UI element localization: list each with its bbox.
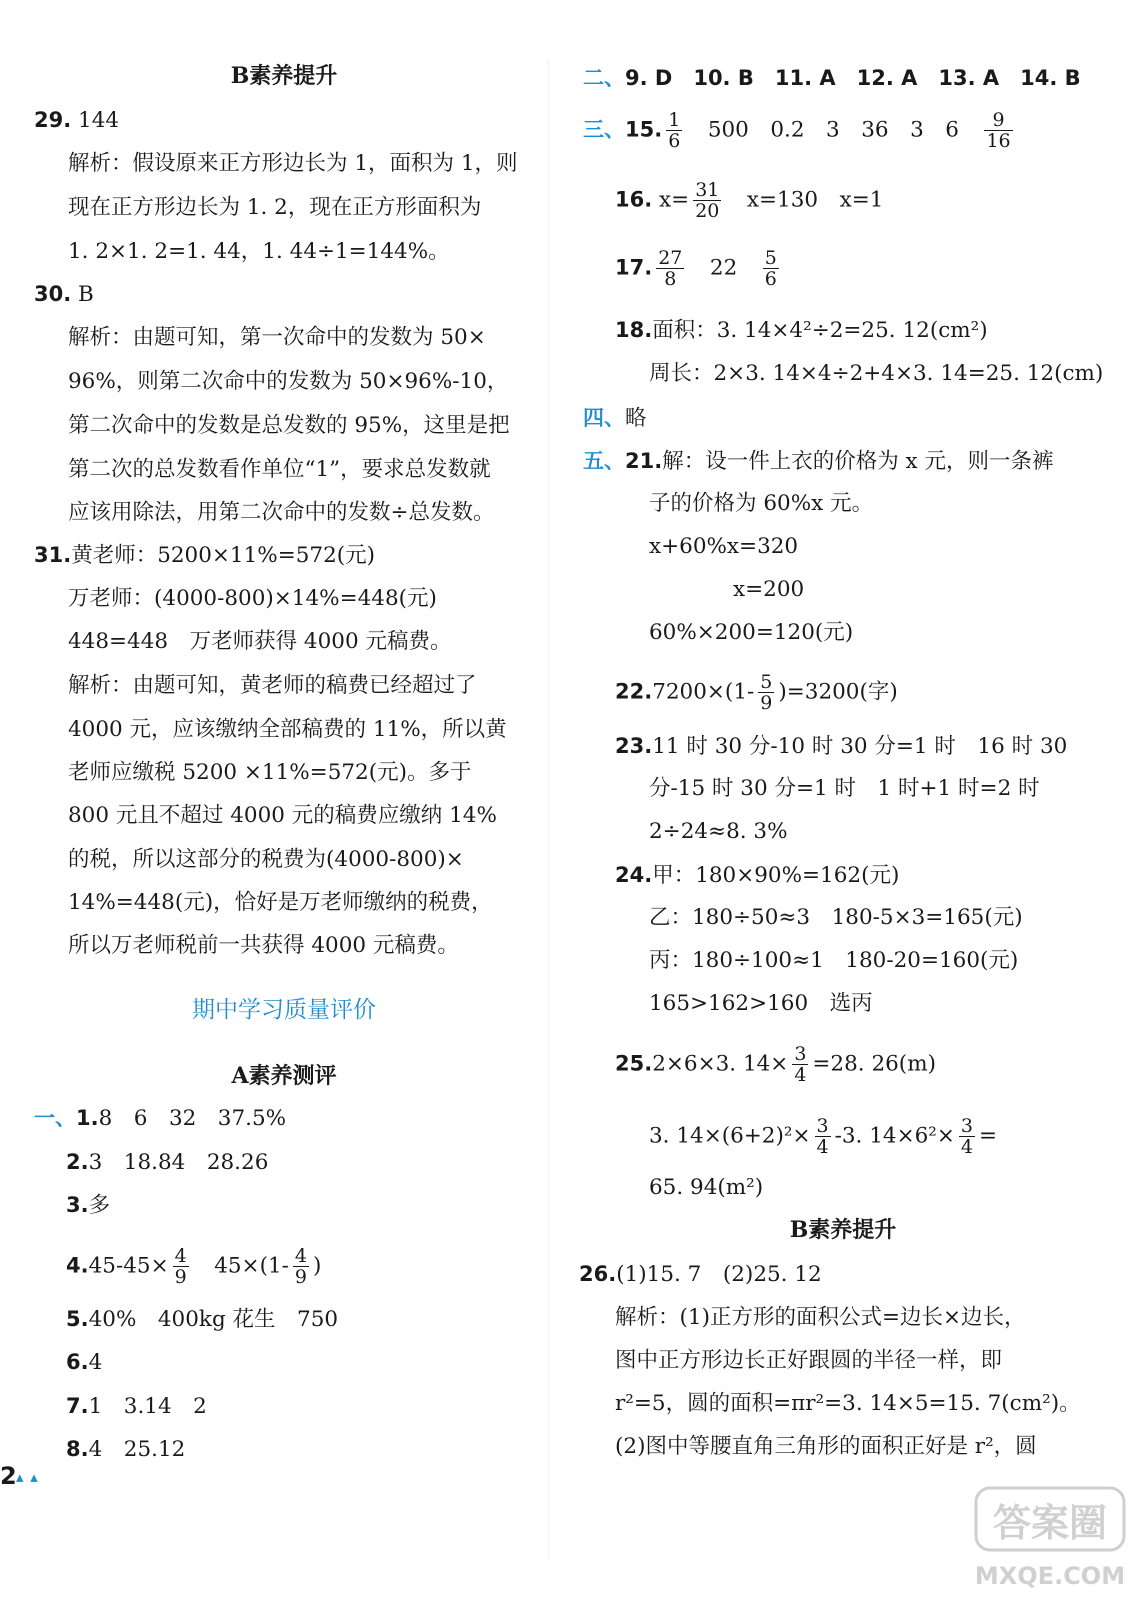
watermark-logo [970,1480,1130,1595]
q30-explanation-5: 应该用除法，用第二次命中的发数÷总发数。 [68,500,495,525]
watermark-url: MXQE.COM [974,1562,1126,1590]
q25-line-3: 65. 94(m²) [649,1175,764,1200]
q26-explanation-4: (2)图中等腰直角三角形的面积正好是 r²，圆 [615,1434,1037,1459]
fraction: $\frac{5}{9}$ [760,671,773,714]
q21-solution: x=200 [733,577,805,602]
q31-explanation-5: 的税，所以这部分的税费为(4000-800)× [68,847,464,872]
fraction: $\frac{4}{9}$ [294,1245,308,1288]
fraction: $\frac{3}{4}$ [816,1115,829,1158]
q25-line-2: 3. 14×(6+2)²× $\frac{3}{4}$ -3. 14×6²× $\frac{3}{4}$ = [649,1115,998,1158]
q26-explanation-3: r²=5，圆的面积=πr²=3. 14×5=15. 7(cm²)。 [615,1391,1081,1416]
page-number: 2 [0,1462,17,1490]
q31-explanation-4: 800 元且不超过 4000 元的稿费应缴纳 14% [68,803,497,828]
q8-answer: 8.4 25.12 [66,1437,186,1462]
q31-line-2: 万老师：(4000-800)×14%=448(元) [68,586,437,611]
q16-answer: 16. x= $\frac{31}{20}$ x=130 x=1 [615,179,884,222]
q21-line-1: 五、21.解：设一件上衣的价格为 x 元，则一条裤 [583,449,1054,474]
q31-explanation-3: 老师应缴税 5200 ×11%=572(元)。多于 [68,760,472,785]
section-4-answer: 四、略 [583,406,647,431]
q26-answer: 26.(1)15. 7 (2)25. 12 [579,1262,822,1287]
watermark-text: 答案圈 [992,1501,1108,1545]
q21-line-2: 子的价格为 60%x 元。 [649,491,874,516]
q30-explanation-3: 第二次命中的发数是总发数的 95%，这里是把 [68,413,510,438]
q23-line-3: 2÷24≈8. 3% [649,819,788,844]
b-section-heading: B素养提升 [230,63,338,89]
q24-line-2: 乙：180÷50≈3 180-5×3=165(元) [649,905,1023,930]
midterm-section-title: 期中学习质量评价 [192,997,376,1023]
q18-perimeter: 周长：2×3. 14×4÷2+4×3. 14=25. 12(cm) [649,361,1104,386]
a-section-heading: A素养测评 [231,1063,337,1089]
q1-answer: 一、1.8 6 32 37.5% [34,1106,287,1131]
q23-line-1: 23.11 时 30 分-10 时 30 分=1 时 16 时 30 [615,734,1068,759]
q24-line-1: 24.甲：180×90%=162(元) [615,863,900,888]
fraction: $\frac{5}{6}$ [764,247,777,290]
q21-result: 60%×200=120(元) [649,620,854,645]
fraction: $\frac{4}{9}$ [174,1245,187,1288]
q7-answer: 7.1 3.14 2 [66,1394,207,1419]
fraction: $\frac{31}{20}$ [695,179,720,222]
q30-explanation-4: 第二次的总发数看作单位“1”，要求总发数就 [68,457,491,482]
q3-answer: 3.多 [66,1193,111,1218]
q21-equation: x+60%x=320 [649,534,799,559]
q29-explanation-2: 现在正方形边长为 1. 2，现在正方形面积为 [68,195,482,220]
q30-answer: 30. B [34,282,94,307]
q24-line-3: 丙：180÷100≈1 180-20=160(元) [649,948,1019,973]
q17-answer: 17. $\frac{27}{8}$ 22 $\frac{5}{6}$ [615,247,777,290]
q23-line-2: 分-15 时 30 分=1 时 1 时+1 时=2 时 [649,776,1040,801]
q4-answer: 4.45-45× $\frac{4}{9}$ 45×(1- $\frac{4}{9}$ ) [66,1245,322,1288]
q31-explanation-7: 所以万老师税前一共获得 4000 元稿费。 [68,933,459,958]
q30-explanation-2: 96%，则第二次命中的发数为 50×96%-10， [68,369,509,394]
q2-answer: 2.3 18.84 28.26 [66,1150,269,1175]
q29-explanation-3: 1. 2×1. 2=1. 44，1. 44÷1=144%。 [68,239,450,264]
q31-explanation-1: 解析：由题可知，黄老师的稿费已经超过了 [68,673,477,698]
column-divider [548,60,550,1560]
q5-answer: 5.40% 400kg 花生 750 [66,1307,339,1332]
q31-explanation-2: 4000 元，应该缴纳全部稿费的 11%，所以黄 [68,717,507,742]
q25-line-1: 25.2×6×3. 14× $\frac{3}{4}$ =28. 26(m) [615,1043,936,1086]
q30-explanation-1: 解析：由题可知，第一次命中的发数为 50× [68,325,486,350]
q31-line-1: 31.黄老师：5200×11%=572(元) [34,543,376,568]
q31-line-3: 448=448 万老师获得 4000 元稿费。 [68,629,452,654]
q29-explanation-1: 解析：假设原来正方形边长为 1，面积为 1，则 [68,151,518,176]
q15-answer: 三、15. $\frac{1}{6}$ 500 0.2 3 36 3 6 $\frac{9}{16}$ [583,109,1011,152]
fraction: $\frac{9}{16}$ [986,109,1011,152]
q22-answer: 22.7200×(1- $\frac{5}{9}$ )=3200(字) [615,671,898,714]
q26-explanation-1: 解析：(1)正方形的面积公式=边长×边长， [615,1305,1026,1330]
fraction: $\frac{1}{6}$ [668,109,681,152]
section-2-answers: 二、9. D 10. B 11. A 12. A 13. A 14. B [583,66,1081,90]
fraction: $\frac{27}{8}$ [658,247,683,290]
q18-area: 18.面积：3. 14×4²÷2=25. 12(cm²) [615,318,988,343]
b-section-heading-2: B素养提升 [789,1217,897,1243]
fraction: $\frac{3}{4}$ [960,1115,974,1158]
q31-explanation-6: 14%=448(元)，恰好是万老师缴纳的税费， [68,890,493,915]
q26-explanation-2: 图中正方形边长正好跟圆的半径一样，即 [615,1348,1003,1373]
page-decoration: ▴ ▴ [16,1468,39,1486]
q24-line-4: 165>162>160 选丙 [649,991,873,1016]
q29-answer: 29. 144 [34,108,120,133]
fraction: $\frac{3}{4}$ [794,1043,807,1086]
q6-answer: 6.4 [66,1350,103,1375]
